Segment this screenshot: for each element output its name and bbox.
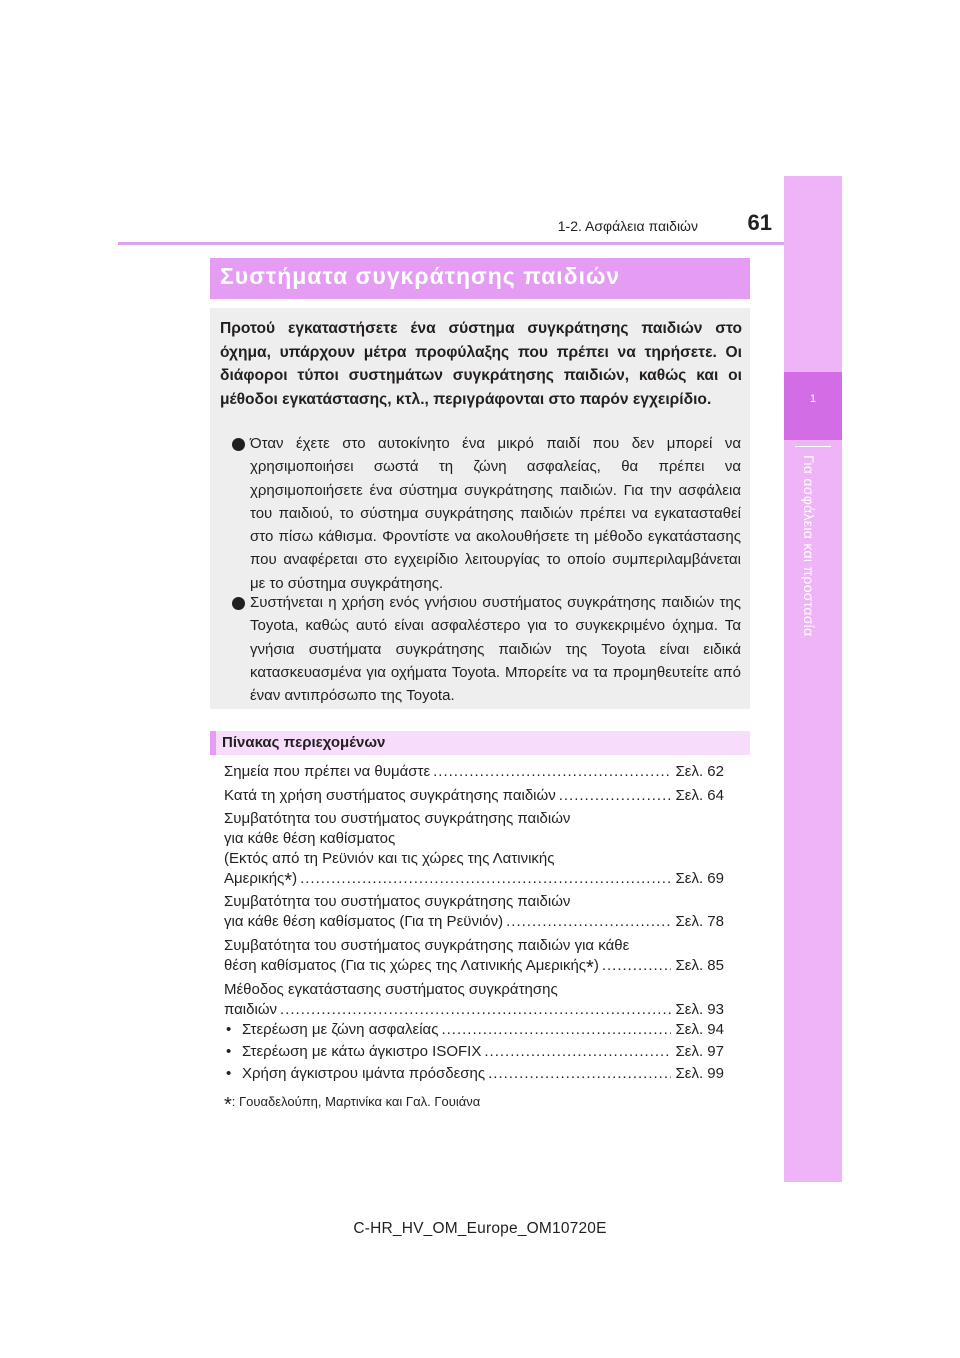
footnote [224, 1094, 481, 1116]
asterisk-marker: * [284, 870, 293, 892]
toc-leader [488, 1063, 670, 1085]
toc-leader [280, 999, 670, 1021]
toc-page: Σελ. 69 [675, 870, 724, 887]
toc-leader [300, 868, 670, 890]
toc-leader [433, 761, 670, 783]
toc-entry-text: Κατά τη χρήση συστήματος συγκράτησης παιδιών [224, 787, 556, 804]
toc-page: Σελ. 93 [675, 1001, 724, 1018]
toc-entry[interactable] [224, 955, 724, 977]
toc-entry-line: Συμβατότητα του συστήματος συγκράτησης παιδιών [224, 810, 571, 827]
toc-page: Σελ. 64 [675, 787, 724, 804]
toc-page: Σελ. 99 [675, 1065, 724, 1082]
chapter-title: Για ασφάλεια και προστασία [801, 455, 817, 637]
toc-entry-text: • Στερέωση με ζώνη ασφαλείας [226, 1019, 438, 1041]
toc-entry[interactable] [224, 761, 724, 783]
toc-page: Σελ. 85 [675, 957, 724, 974]
toc-entry[interactable] [224, 785, 724, 807]
bullet-text: Όταν έχετε στο αυτοκίνητο ένα μικρό παιδί που δεν μπορεί να χρησιμοποιήσει σωστά τη ζώνη ασφαλείας, θα πρέπει να χρησιμοποιήσετε ένα σύστημα συγκράτησης παιδιών. Για την ασφάλεια του παιδιού, το σύστημα συγκράτησης παιδιών πρέπει να εγκατασταθεί στο πίσω κάθισμα. Φροντίστε να ακολουθήσετε τη μέθοδο εγκατάστασης που αναφέρεται στο εγχειρίδιο λειτουργίας το οποίο συμπεριλαμβάνεται με το σύστημα συγκράτησης. [250, 435, 741, 592]
intro-text: Προτού εγκαταστήσετε ένα σύστημα συγκράτησης παιδιών στο όχημα, υπάρχουν μέτρα προφύλαξης που πρέπει να τηρήσετε. Οι διάφοροι τύποι συστημάτων συγκράτησης παιδιών, καθώς και οι μέθοδοι εγκατάστασης, κτλ., περιγράφονται στο παρόν εγχειρίδιο. [220, 320, 742, 408]
bullet-dot-icon [232, 597, 245, 610]
chapter-tab-divider [795, 446, 831, 447]
chapter-number: 1 [809, 393, 817, 405]
bullet-text: Συστήνεται η χρήση ενός γνήσιου συστήματος συγκράτησης παιδιών της Toyota, καθώς αυτό είναι ασφαλέστερο για το συγκεκριμένο όχημα. Τα γνήσια συστήματα συγκράτησης παιδιών της Toyota είναι ειδικά κατασκευασμένα για οχήματα Toyota. Μπορείτε να τα προμηθευτείτε από έναν αντιπρόσωπο της Toyota. [250, 594, 741, 705]
toc-leader [559, 785, 671, 807]
toc-entry[interactable] [224, 999, 724, 1021]
toc-page: Σελ. 94 [675, 1021, 724, 1038]
toc-entry-text: θέση καθίσματος (Για τις χώρες της Λατινικής Αμερικής*) [224, 957, 599, 979]
asterisk-marker: * [586, 957, 594, 979]
bullet-icon: • [226, 1065, 232, 1082]
header-rule [118, 242, 784, 245]
document-code: C-HR_HV_OM_Europe_OM10720E [353, 1220, 607, 1237]
toc-entry-line: Μέθοδος εγκατάστασης συστήματος συγκράτησης [224, 981, 558, 998]
toc-entry-text: για κάθε θέση καθίσματος (Για τη Ρεϋνιόν) [224, 913, 504, 930]
toc-leader [602, 955, 671, 977]
section-label: 1-2. Ασφάλεια παιδιών [557, 218, 698, 234]
toc-entry-text: Αμερικής*) [224, 870, 298, 892]
toc-leader [484, 1041, 670, 1063]
chapter-tab-active [784, 372, 842, 440]
toc-sub-entry[interactable] [226, 1041, 724, 1063]
toc-leader [441, 1019, 670, 1041]
toc-heading-accent [210, 731, 216, 755]
toc-entry[interactable] [224, 911, 724, 933]
toc-entry-line: Συμβατότητα του συστήματος συγκράτησης παιδιών [224, 893, 571, 910]
toc-entry-line: (Εκτός από τη Ρεϋνιόν και τις χώρες της Λατινικής [224, 850, 555, 867]
chapter-tab [784, 176, 842, 1182]
toc-entry-text: • Στερέωση με κάτω άγκιστρο ISOFIX [226, 1041, 481, 1063]
footnote-text: : Γουαδελούπη, Μαρτινίκα και Γαλ. Γουιάνα [231, 1094, 481, 1109]
toc-entry[interactable] [224, 868, 724, 890]
toc-page: Σελ. 97 [675, 1043, 724, 1060]
bullet-icon: • [226, 1021, 232, 1038]
toc-sub-entry[interactable] [226, 1019, 724, 1041]
toc-page: Σελ. 78 [675, 913, 724, 930]
toc-leader [506, 911, 670, 933]
toc-entry-text: • Χρήση άγκιστρου ιμάντα πρόσδεσης [226, 1063, 485, 1085]
toc-sub-entry[interactable] [226, 1063, 724, 1085]
toc-heading: Πίνακας περιεχομένων [222, 734, 386, 751]
bullet-icon: • [226, 1043, 232, 1060]
toc-entry-line: για κάθε θέση καθίσματος [224, 830, 396, 847]
asterisk-marker: * [224, 1094, 232, 1116]
toc-entry-text: Σημεία που πρέπει να θυμάστε [224, 763, 431, 780]
toc-page: Σελ. 62 [675, 763, 724, 780]
page-number: 61 [747, 210, 772, 235]
toc-entry-line: Συμβατότητα του συστήματος συγκράτησης παιδιών για κάθε [224, 937, 630, 954]
toc-entry-text: παιδιών [224, 1001, 278, 1018]
page-title: Συστήματα συγκράτησης παιδιών [220, 263, 621, 289]
bullet-dot-icon [232, 438, 245, 451]
